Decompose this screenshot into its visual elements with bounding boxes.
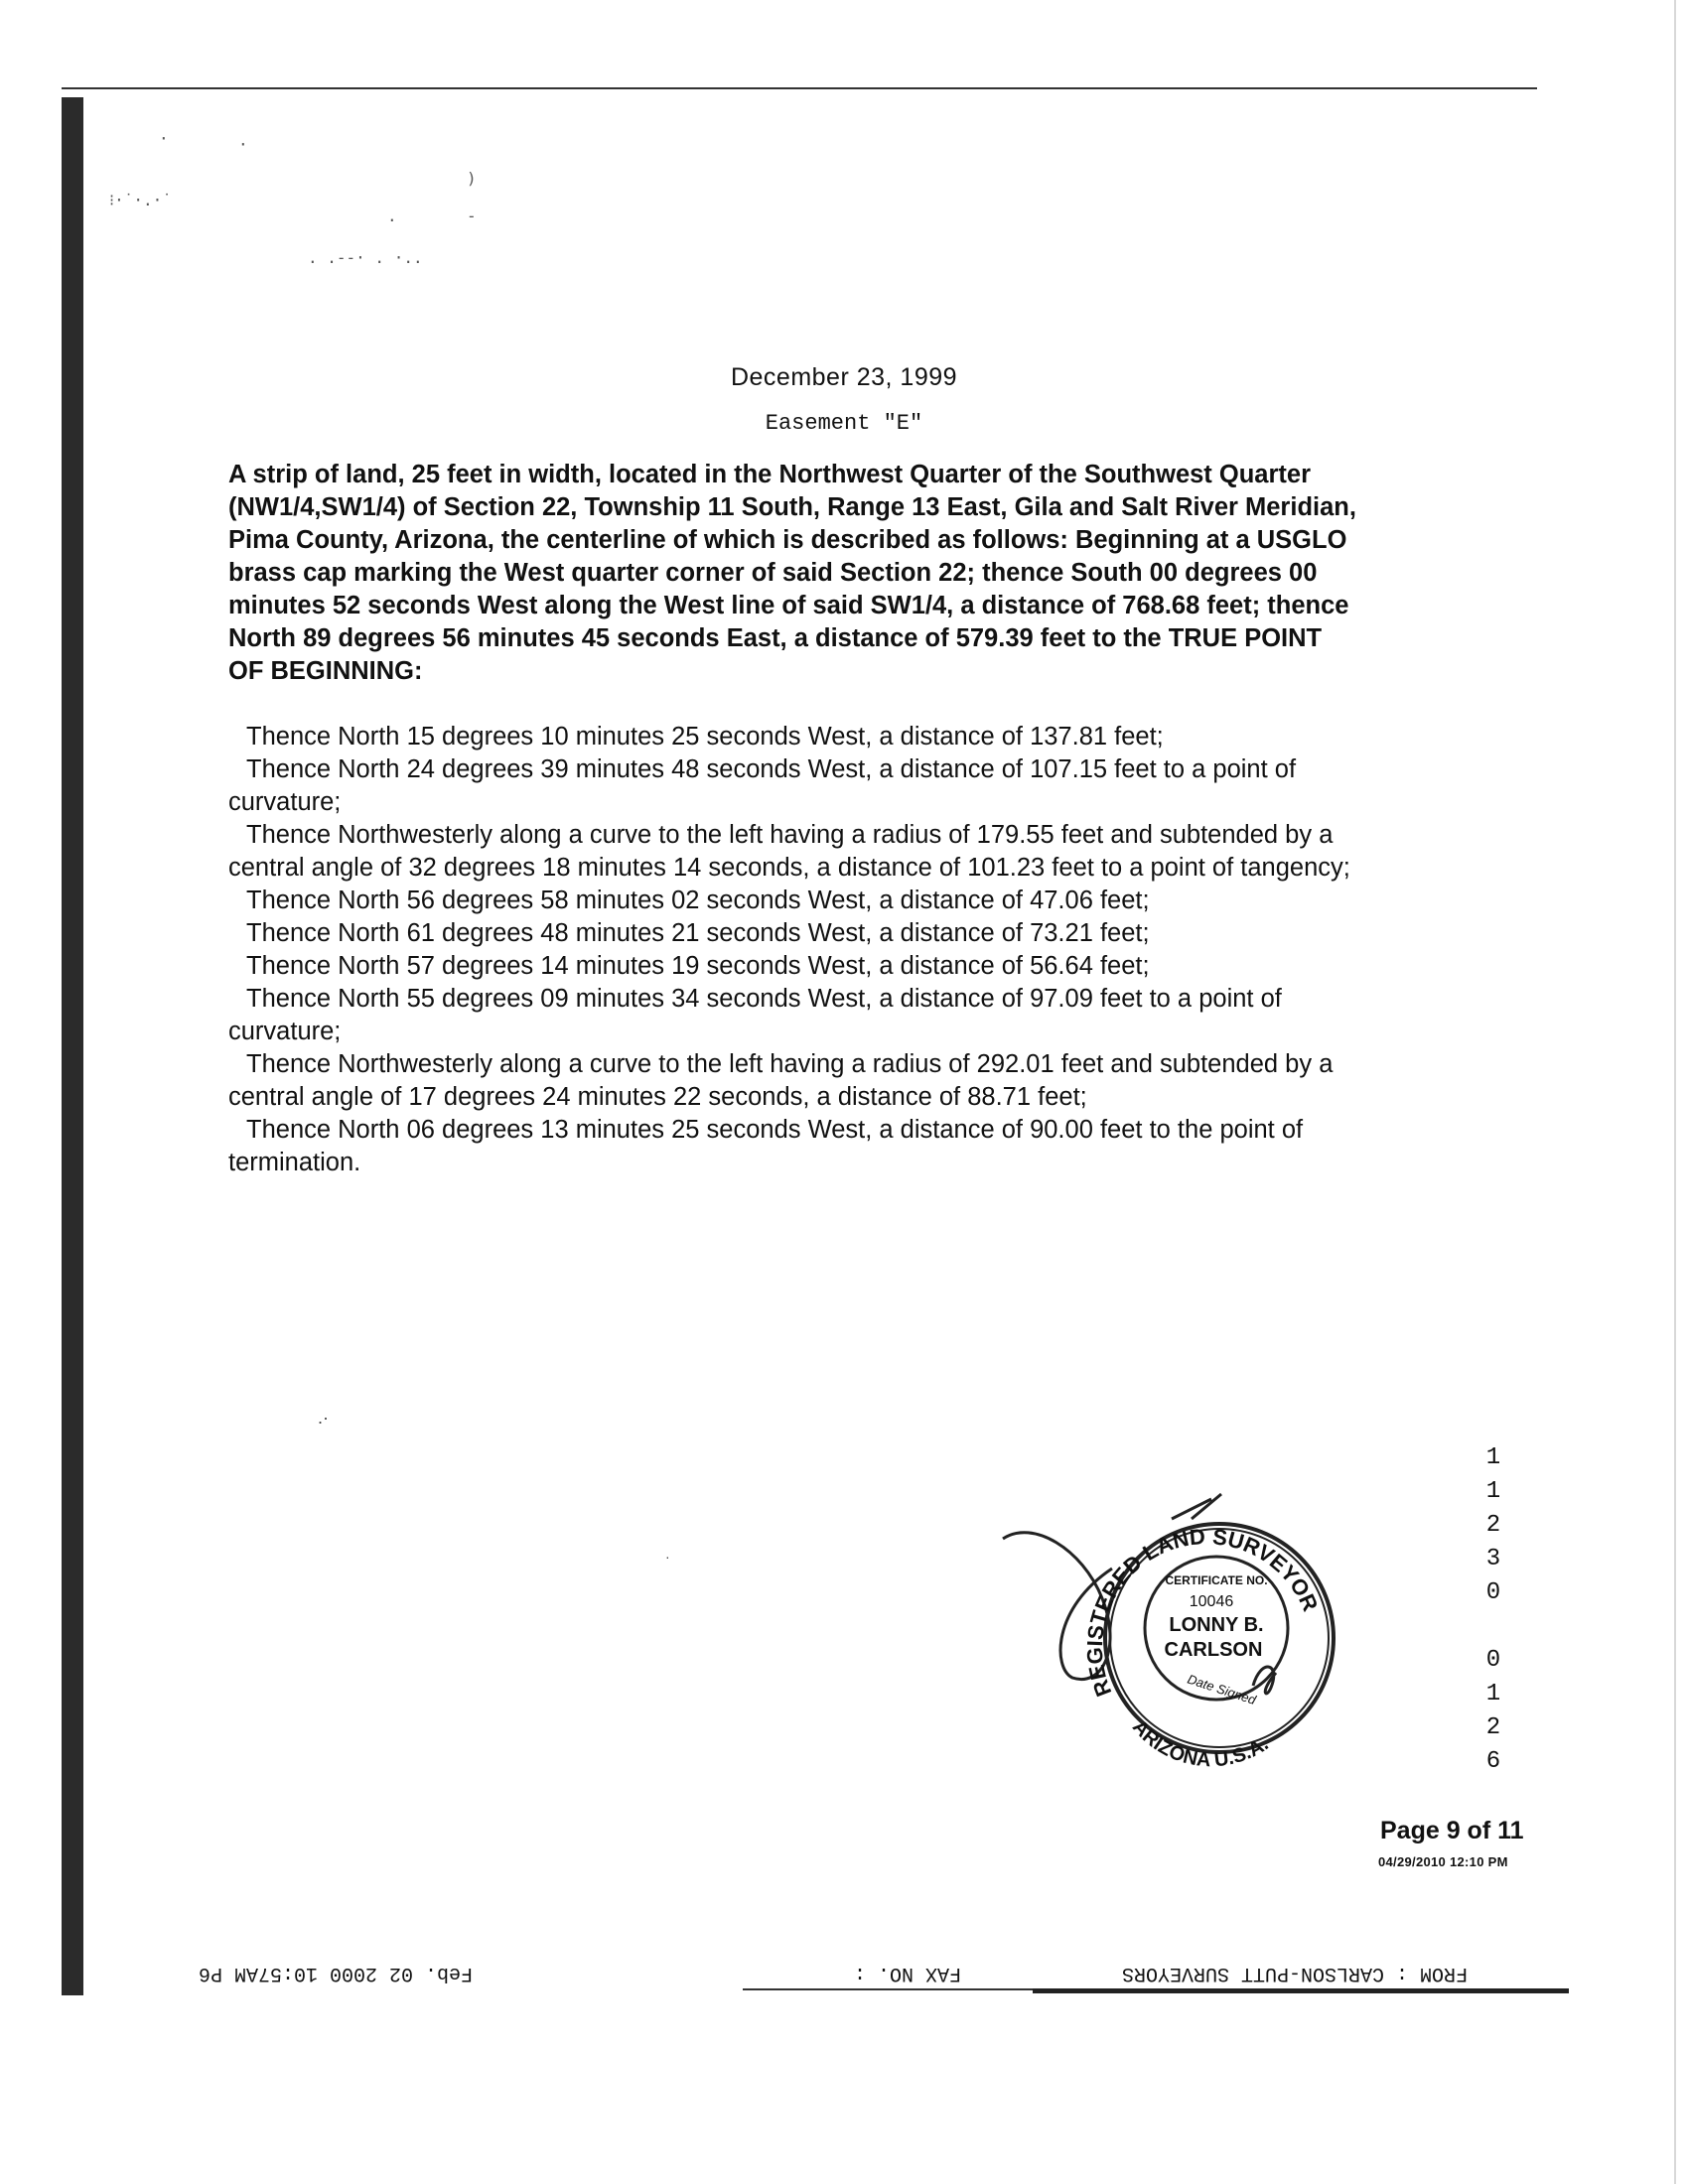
page-number: Page 9 of 11: [1380, 1817, 1524, 1844]
recording-digit: 2: [1485, 1714, 1501, 1741]
course-item: Thence Northwesterly along a curve to the left having a radius of 292.01 feet and subtended by a central angle of 17 degrees 24 minutes 22 seconds, a distance of 88.71 feet;: [228, 1050, 1334, 1111]
recording-digit: [1477, 1610, 1509, 1644]
surveyor-seal: [993, 1489, 1360, 1787]
fax-from: FROM : CARLSON-PUTT SURVEYORS: [1122, 1962, 1469, 1984]
easement-title: Easement "E": [765, 411, 923, 436]
scan-right-edge: [1674, 0, 1676, 2184]
seal-name-line2: CARLSON: [1164, 1639, 1263, 1661]
recording-digit: 6: [1485, 1748, 1501, 1775]
seal-name-line1: LONNY B.: [1169, 1614, 1264, 1636]
recording-digit: 1: [1485, 1478, 1501, 1505]
course-item: Thence North 55 degrees 09 minutes 34 seconds West, a distance of 97.09 feet to a point of curvature;: [228, 985, 1282, 1045]
seal-date-signed-label: Date Signed: [1186, 1671, 1258, 1707]
scan-noise-mark: .·: [318, 1408, 329, 1428]
scan-noise: · · ⁝·˙·.·˙ ) . - . .--· . ·..: [109, 129, 477, 267]
recording-digit: 0: [1485, 1647, 1501, 1674]
course-item: Thence Northwesterly along a curve to the left having a radius of 179.55 feet and subtended by a central angle of 32 degrees 18 minutes 14 seconds, a distance of 101.23 feet to a point of tangency;: [228, 821, 1350, 882]
seal-bottom-text: ARIZONA U.S.A.: [1127, 1715, 1273, 1772]
recording-digit: 1: [1485, 1444, 1501, 1471]
document-date: December 23, 1999: [730, 363, 958, 391]
print-timestamp: 04/29/2010 12:10 PM: [1378, 1854, 1508, 1869]
course-item: Thence North 56 degrees 58 minutes 02 seconds West, a distance of 47.06 feet;: [246, 887, 1150, 914]
fax-date: Feb. 02 2000 10:57AM P6: [199, 1962, 474, 1984]
course-item: Thence North 24 degrees 39 minutes 48 seconds West, a distance of 107.15 feet to a point of curvature;: [228, 755, 1297, 816]
intro-paragraph: A strip of land, 25 feet in width, located in the Northwest Quarter of the Southwest Quarter (NW1/4,SW1/4) of Section 22, Township 11 South, Range 13 East, Gila and Salt River Meridian, Pima County, Arizona, the centerline of which is described as follows: Beginning at a USGLO brass cap marking the West quarter corner of said Section 22; thence South 00 degrees 00 minutes 52 seconds West along the West line of said SW1/4, a distance of 768.68 feet; thence North 89 degrees 56 minutes 45 seconds East, a distance of 579.39 feet to the TRUE POINT OF BEGINNING:: [228, 461, 1356, 685]
seal-ring-text: REGISTERED LAND SURVEYOR: [1081, 1524, 1324, 1701]
course-item: Thence North 61 degrees 48 minutes 21 seconds West, a distance of 73.21 feet;: [246, 919, 1150, 947]
legal-description: [228, 459, 1360, 1179]
fax-number: FAX NO. :: [854, 1962, 962, 1984]
svg-text:ARIZONA U.S.A.: [1128, 1716, 1273, 1772]
scan-noise-mark: ·: [665, 1549, 670, 1565]
seal-certificate-number: 10046: [1189, 1593, 1234, 1610]
recording-digit: 0: [1485, 1579, 1501, 1606]
seal-certificate-label: CERTIFICATE NO.: [1165, 1573, 1268, 1587]
recording-number: [1477, 1441, 1509, 1779]
course-item: Thence North 06 degrees 13 minutes 25 seconds West, a distance of 90.00 feet to the point of termination.: [228, 1116, 1304, 1176]
course-item: Thence North 57 degrees 14 minutes 19 seconds West, a distance of 56.64 feet;: [246, 952, 1150, 980]
recording-digit: 3: [1485, 1546, 1501, 1572]
course-list: [228, 721, 1360, 1179]
top-border-rule: [62, 87, 1537, 89]
course-item: Thence North 15 degrees 10 minutes 25 seconds West, a distance of 137.81 feet;: [246, 723, 1164, 751]
recording-digit: 2: [1485, 1512, 1501, 1539]
fax-header-rule-bold: [1033, 1988, 1569, 1993]
recording-digit: 1: [1485, 1681, 1501, 1707]
